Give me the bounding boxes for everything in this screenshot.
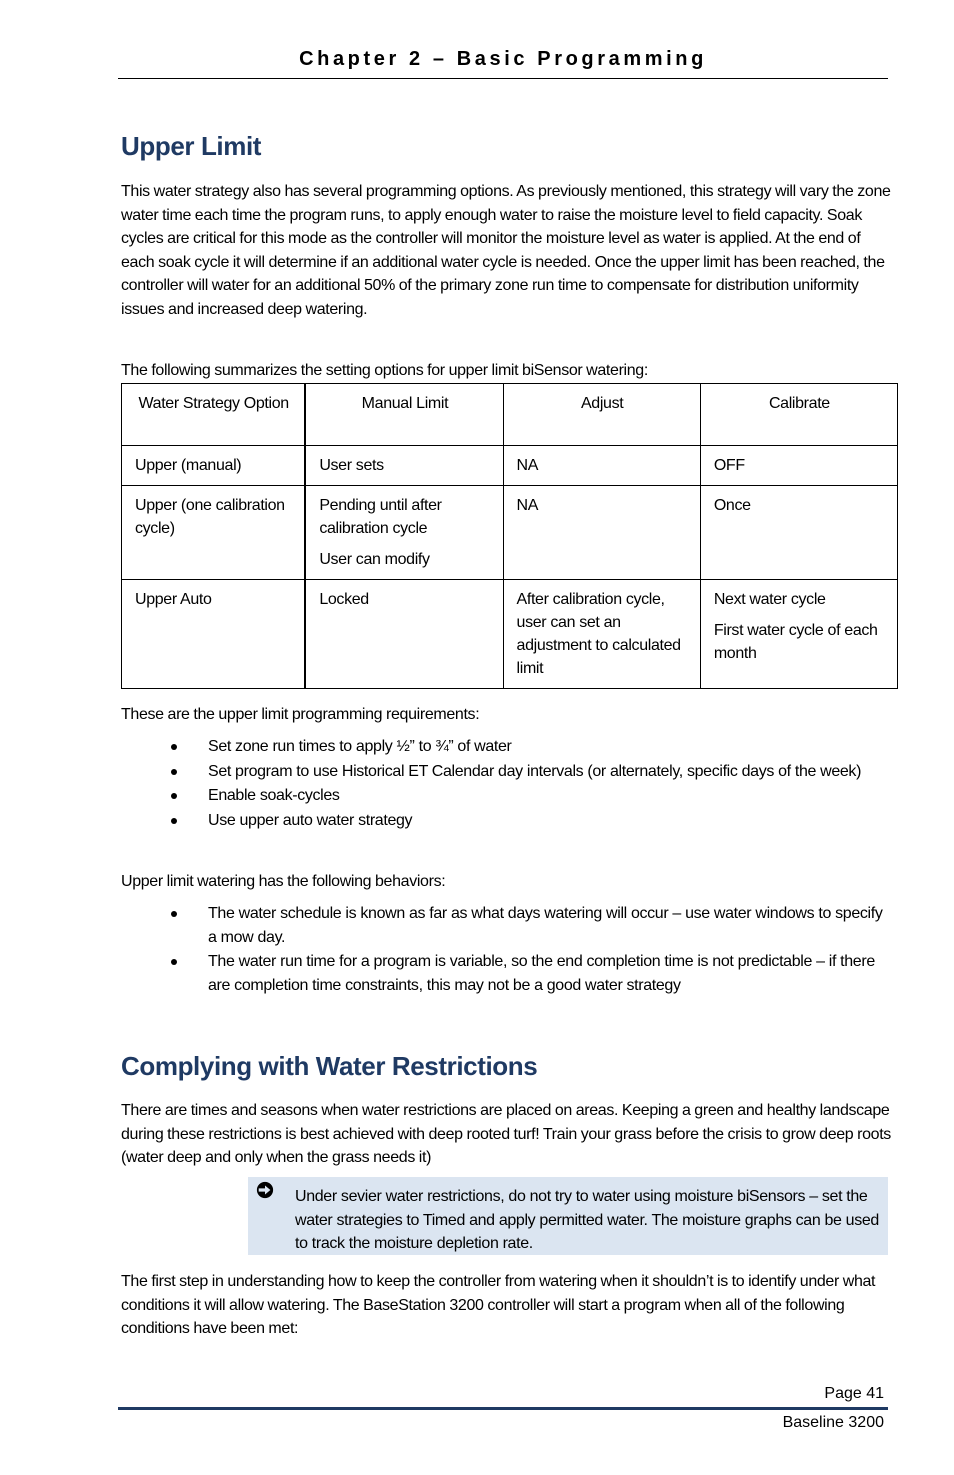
arrow-right-circle-icon <box>256 1181 274 1199</box>
column-header: Calibrate <box>700 384 897 446</box>
list-item <box>121 902 891 949</box>
cell-adjust <box>503 486 700 580</box>
table-header-row <box>122 384 898 446</box>
section-heading-upper-limit: Upper Limit <box>121 131 262 161</box>
column-header: Water Strategy Option <box>122 384 306 446</box>
cell-text: User sets <box>319 457 384 474</box>
cell-adjust <box>503 580 700 689</box>
section-heading-water-restrictions: Complying with Water Restrictions <box>121 1051 538 1081</box>
bullet-icon <box>171 911 177 917</box>
list-item <box>121 784 891 808</box>
cell-manual-limit <box>305 486 503 580</box>
water-restrictions-intro: There are times and seasons when water restrictions are placed on areas. Keeping a green and healthy landscape during these restrictions is best achieved with deep rooted turf! Train your grass before the crisis to grow deep roots (water deep and only when the grass needs it) <box>121 1102 891 1166</box>
note-text: Under sevier water restrictions, do not try to water using moisture biSensors – set the water strategies to Timed and apply permitted water. The moisture graphs can be used to track the moisture depletion rate. <box>295 1188 879 1252</box>
cell-adjust <box>503 446 700 486</box>
cell-manual-limit <box>305 580 503 689</box>
header-rule <box>118 78 888 79</box>
bullet-icon <box>171 744 177 750</box>
list-item-text: Use upper auto water strategy <box>208 811 413 829</box>
cell-option <box>122 580 306 689</box>
cell-calibrate <box>700 486 897 580</box>
cell-manual-limit <box>305 446 503 486</box>
cell-text: Next water cycle <box>713 591 826 608</box>
list-item <box>121 760 891 784</box>
table-row <box>122 486 898 580</box>
cell-text: Once <box>713 497 751 514</box>
cell-text: NA <box>516 457 539 474</box>
cell-text: Upper (one calibration cycle) <box>135 497 285 537</box>
list-item <box>121 809 891 833</box>
water-restrictions-closing: The first step in understanding how to keep the controller from watering when it shouldn’t is to identify under what conditions it will allow watering. The BaseStation 3200 controller will start a program when all of the following conditions have been met: <box>121 1273 876 1337</box>
bullet-icon <box>171 959 177 965</box>
bullet-icon <box>171 793 177 799</box>
cell-text: Locked <box>319 591 369 608</box>
requirements-list <box>121 735 891 833</box>
table-caption: The following summarizes the setting options for upper limit biSensor watering: <box>121 362 648 379</box>
document-name: Baseline 3200 <box>782 1414 884 1431</box>
list-item-text: The water run time for a program is variable, so the end completion time is not predictable – if there are completion time constraints, this may not be a good water strategy <box>208 953 875 994</box>
running-header: Chapter 2 – Basic Programming <box>299 48 707 70</box>
cell-text: OFF <box>713 457 745 474</box>
cell-text: Upper Auto <box>135 591 212 608</box>
column-header: Manual Limit <box>305 384 503 446</box>
cell-option <box>122 446 306 486</box>
cell-text: NA <box>516 497 539 514</box>
bullet-icon <box>171 818 177 824</box>
cell-text: Pending until after calibration cycle <box>319 497 442 537</box>
cell-calibrate <box>700 580 897 689</box>
cell-text: User can modify <box>319 551 430 568</box>
bullet-icon <box>171 769 177 775</box>
behaviors-list <box>121 902 891 998</box>
note-box <box>248 1177 888 1255</box>
table-row <box>122 580 898 689</box>
upper-limit-options-table <box>121 383 898 689</box>
column-header: Adjust <box>503 384 700 446</box>
cell-text: After calibration cycle, user can set an adjustment to calculated limit <box>516 591 681 677</box>
cell-text: Upper (manual) <box>135 457 242 474</box>
requirements-intro: These are the upper limit programming requirements: <box>121 706 480 723</box>
behaviors-intro: Upper limit watering has the following behaviors: <box>121 873 446 890</box>
footer-rule <box>118 1407 888 1410</box>
list-item-text: The water schedule is known as far as what days watering will occur – use water windows to specify a mow day. <box>208 905 883 946</box>
cell-text: First water cycle of each month <box>713 622 878 662</box>
cell-option <box>122 486 306 580</box>
cell-calibrate <box>700 446 897 486</box>
list-item <box>121 735 891 759</box>
list-item-text: Set zone run times to apply ½” to ¾” of water <box>208 738 512 755</box>
list-item-text: Enable soak-cycles <box>208 787 340 804</box>
list-item <box>121 950 891 997</box>
page-number: Page 41 <box>824 1385 884 1402</box>
upper-limit-intro: This water strategy also has several programming options. As previously mentioned, this strategy will vary the zone water time each time the program runs, to apply enough water to raise the moisture level to field capacity. Soak cycles are critical for this mode as the controller will monitor the moisture level as water is applied. At the end of each soak cycle it will determine if an additional water cycle is needed. Once the upper limit has been reached, the controller will water for an additional 50% of the primary zone run time to compensate for distribution uniformity issues and increased deep watering. <box>121 183 891 318</box>
table-row <box>122 446 898 486</box>
list-item-text: Set program to use Historical ET Calendar day intervals (or alternately, specific days of the week) <box>208 762 862 780</box>
